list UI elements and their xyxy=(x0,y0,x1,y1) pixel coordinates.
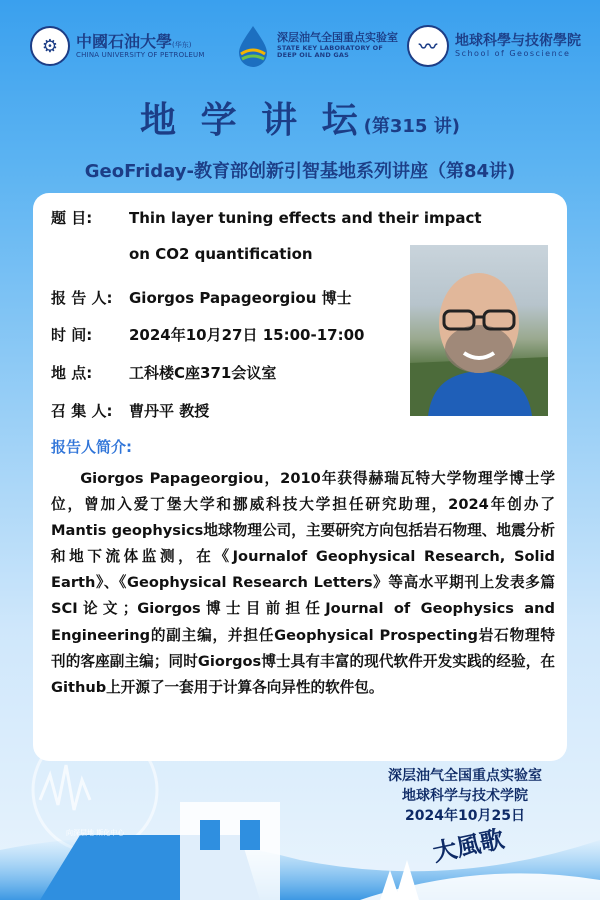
time-label: 时 间: xyxy=(51,326,93,344)
host-label: 召 集 人: xyxy=(51,402,113,420)
school-logo xyxy=(407,20,581,72)
school-name-cn: 地球科學与技術學院 xyxy=(455,33,581,50)
footer-school: 地球科学与技术学院 xyxy=(402,788,528,804)
topic-line-2: on CO2 quantification xyxy=(129,245,313,263)
time-value: 2024年10月27日 15:00-17:00 xyxy=(129,326,365,344)
footer-date: 2024年10月25日 xyxy=(405,808,525,824)
host-value: 曹丹平 教授 xyxy=(129,402,210,420)
topic-row-2 xyxy=(129,245,313,263)
place-label: 地 点: xyxy=(51,364,93,382)
time-row xyxy=(51,324,364,345)
cup-logo xyxy=(30,20,205,72)
school-seal-icon: 〰 xyxy=(407,25,449,67)
title-issue: (第315 讲) xyxy=(363,116,460,137)
oil-drop-icon xyxy=(235,24,271,68)
speaker-photo xyxy=(410,245,548,416)
speaker-row xyxy=(51,287,352,308)
cup-name-cn: 中國石油大學 xyxy=(76,31,173,51)
school-name-en: School of Geoscience xyxy=(455,49,571,59)
cup-seal-icon: ⚙ xyxy=(30,26,70,66)
topic-row xyxy=(51,207,482,228)
calligraphy-mark: 大風歌 xyxy=(430,823,507,868)
topic-line-1: Thin layer tuning effects and their impact xyxy=(129,209,482,227)
logo-bar xyxy=(0,20,600,72)
place-row xyxy=(51,362,276,383)
footer-lab: 深层油气全国重点实验室 xyxy=(388,768,542,784)
cup-name-en: CHINA UNIVERSITY OF PETROLEUM xyxy=(76,51,205,60)
speaker-label: 报 告 人: xyxy=(51,289,113,307)
place-value: 工科楼C座371会议室 xyxy=(129,364,277,382)
lecture-title xyxy=(0,92,600,143)
topic-label: 题 目: xyxy=(51,209,93,227)
lab-name-cn: 深层油气全国重点实验室 xyxy=(277,31,398,45)
lab-name-en-2: DEEP OIL AND GAS xyxy=(277,51,350,60)
title-main: 地 学 讲 坛 xyxy=(140,100,364,141)
lab-logo xyxy=(235,20,398,72)
host-row xyxy=(51,400,209,421)
cup-campus: (华东) xyxy=(172,40,192,49)
lab-name-en-1: STATE KEY LABORATORY OF xyxy=(277,43,384,52)
speaker-portrait-icon xyxy=(410,245,548,416)
speaker-name: Giorgos Papageorgiou 博士 xyxy=(129,289,352,307)
info-card xyxy=(33,193,567,761)
speaker-bio: Giorgos Papageorgiou，2010年获得赫瑞瓦特大学物理学博士学位，曾加入爱丁堡大学和挪威科技大学担任研究助理，2024年创办了Mantis geophysics地球物理公司，主要研究方向包括岩石物理、地震分析和地下流体监测，在《Journalof Geophysical Research, Solid Earth》、《Geophysical Research Letters》等高水平期刊上发表多篇SCI论文；Giorgos博士目前担任Journal of Geophysics and Engineering的副主编，并担任Geophysical Prospecting岩石物理特刊的客座副主编；同时Giorgos博士具有丰富的现代软件开发实践的经验，在Github上开源了一套用于计算各向异性的软件包。 xyxy=(51,470,555,696)
campus-slogan: 向深层地 斯化中心 xyxy=(66,829,125,837)
intro-heading: 报告人简介: xyxy=(51,438,132,456)
series-subtitle: GeoFriday-教育部创新引智基地系列讲座（第84讲) xyxy=(84,161,516,182)
